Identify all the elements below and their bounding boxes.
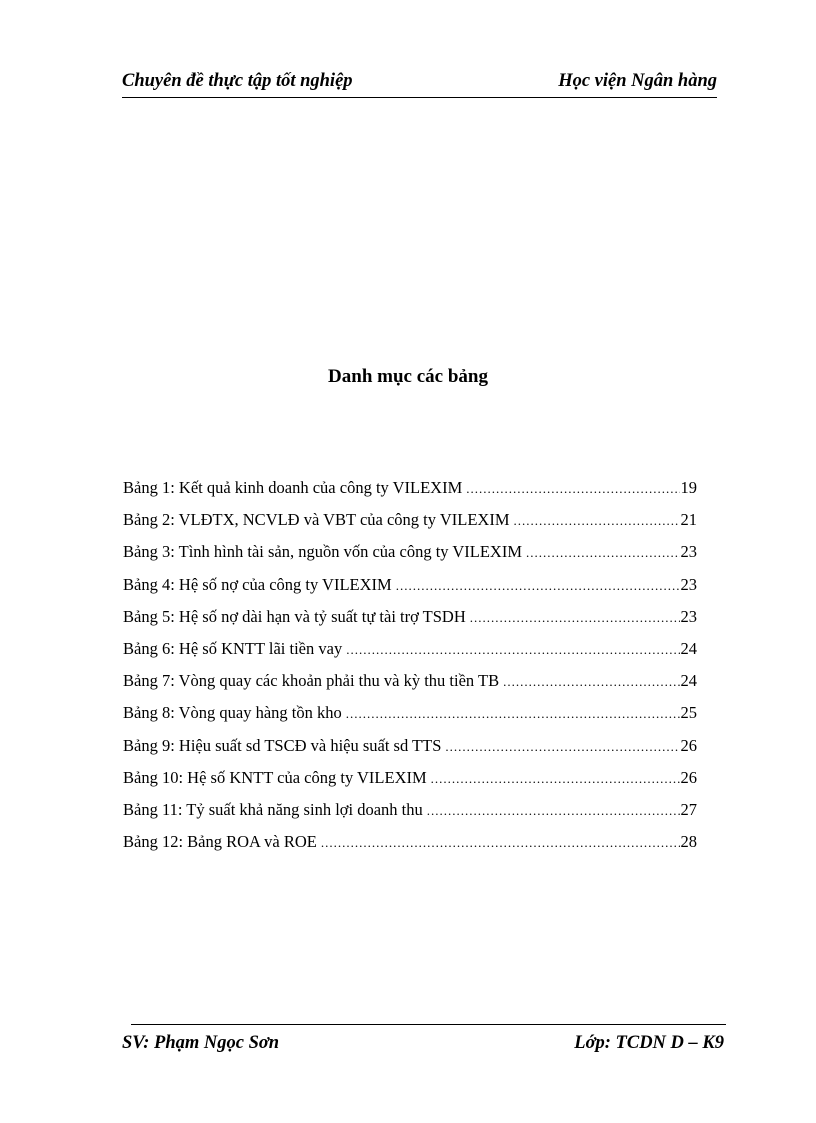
- dot-leader: [321, 836, 680, 849]
- table-list-item: [123, 478, 697, 510]
- table-list: [123, 478, 697, 864]
- table-list-item: [123, 832, 697, 864]
- table-list-item: [123, 736, 697, 768]
- table-list-item: [123, 703, 697, 735]
- table-list-item: [123, 542, 697, 574]
- table-list-item: [123, 768, 697, 800]
- table-list-item: [123, 607, 697, 639]
- dot-leader: [526, 546, 679, 559]
- footer-class: Lớp: TCDN D – K9: [574, 1033, 724, 1053]
- table-entry-label: Bảng 8: Vòng quay hàng tồn kho: [123, 703, 342, 723]
- dot-leader: [431, 772, 680, 785]
- page-title: Danh mục các bảng: [328, 366, 488, 387]
- table-entry-page: 26: [680, 767, 697, 787]
- dot-leader: [427, 804, 680, 817]
- table-entry-page: 23: [680, 606, 697, 626]
- table-entry-label: Bảng 1: Kết quả kinh doanh của công ty VILEXIM: [123, 478, 463, 497]
- table-entry-page: 24: [680, 638, 697, 658]
- table-entry-label: Bảng 6: Hệ số KNTT lãi tiền vay: [123, 638, 343, 658]
- table-list-item: [123, 639, 697, 671]
- dot-leader: [396, 579, 680, 592]
- table-list-item: [123, 671, 697, 703]
- table-list-item: [123, 800, 697, 832]
- table-entry-page: 26: [680, 735, 697, 755]
- table-entry-label: Bảng 4: Hệ số nợ của công ty VILEXIM: [123, 574, 392, 594]
- dot-leader: [346, 707, 680, 720]
- table-list-item: [123, 575, 697, 607]
- table-entry-label: Bảng 11: Tỷ suất khả năng sinh lợi doanh thu: [123, 799, 423, 819]
- footer-student-name: SV: Phạm Ngọc Sơn: [122, 1033, 280, 1053]
- dot-leader: [514, 514, 680, 527]
- footer-divider: [131, 1024, 726, 1025]
- table-entry-label: Bảng 5: Hệ số nợ dài hạn và tỷ suất tự tài trợ TSDH: [123, 606, 466, 626]
- dot-leader: [346, 643, 679, 656]
- table-entry-label: Bảng 2: VLĐTX, NCVLĐ và VBT của công ty VILEXIM: [123, 510, 510, 530]
- page-header: [122, 68, 717, 98]
- table-entry-page: 19: [680, 478, 697, 497]
- dot-leader: [445, 740, 679, 753]
- table-entry-page: 25: [680, 703, 697, 723]
- table-entry-label: Bảng 7: Vòng quay các khoản phải thu và kỳ thu tiền TB: [123, 671, 500, 691]
- table-list-item: [123, 510, 697, 542]
- table-entry-page: 28: [680, 832, 697, 852]
- header-institution: Học viện Ngân hàng: [558, 71, 717, 91]
- table-entry-label: Bảng 9: Hiệu suất sd TSCĐ và hiệu suất sd TTS: [123, 735, 442, 755]
- table-entry-label: Bảng 3: Tình hình tài sản, nguồn vốn của công ty VILEXIM: [123, 542, 523, 562]
- table-entry-label: Bảng 12: Bảng ROA và ROE: [123, 832, 317, 852]
- header-document-type: Chuyên đề thực tập tốt nghiệp: [122, 71, 353, 91]
- dot-leader: [470, 611, 680, 624]
- table-entry-page: 23: [680, 542, 697, 562]
- table-entry-label: Bảng 10: Hệ số KNTT của công ty VILEXIM: [123, 767, 427, 787]
- dot-leader: [466, 482, 679, 495]
- table-entry-page: 24: [680, 671, 697, 691]
- table-entry-page: 23: [680, 574, 697, 594]
- table-entry-page: 27: [680, 799, 697, 819]
- dot-leader: [503, 675, 679, 688]
- table-entry-page: 21: [680, 510, 697, 530]
